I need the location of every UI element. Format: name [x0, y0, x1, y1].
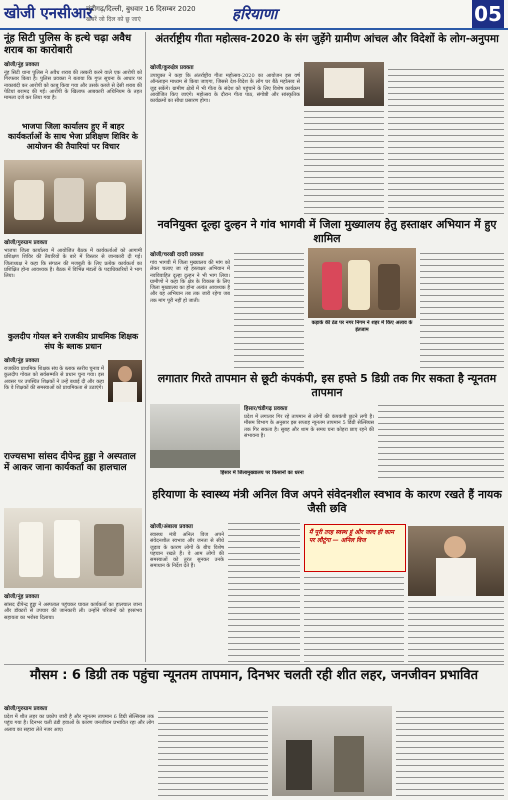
- kuldeep-portrait: [108, 360, 142, 402]
- tapman-text-block: [378, 404, 504, 478]
- gita-byline: खोजी/कुरुक्षेत्र प्रवक्ता: [150, 65, 194, 71]
- masthead: [0, 0, 508, 30]
- mausam-text-block: [158, 706, 268, 796]
- kuldeep-article: [4, 356, 104, 446]
- mausam-byline: खोजी/गुरुग्राम प्रवक्ता: [4, 706, 48, 712]
- deepender-body: सांसद दीपेन्द्र हुड्डा ने अस्पताल पहुंचकर घायल कार्यकर्ता का हालचाल जाना और डॉक्टरों से उपचार की जानकारी ली। उन्होंने परिजनों को हरसंभव सहायता का भरोसा दिलाया।: [4, 602, 142, 621]
- hospital-photo: [4, 508, 142, 588]
- mausam-text-block-2: [396, 706, 504, 796]
- kuldeep-headline: कुलदीप गोयल बने राजकीय प्राथमिक शिक्षक संघ के ब्लाक प्रधान: [7, 332, 139, 351]
- dulha-body: गांव भागवी में जिला मुख्यालय की मांग को लेकर चलाए जा रहे हस्ताक्षर अभियान में नवविवाहित दूल्हा दुल्हन ने भी भाग लिया। ग्रामीणों ने कहा कि क्षेत्र के विकास के लिए जिला मुख्यालय का होना अत्यंत आवश्यक है और यह अभियान तब तक जारी रहेगा जब तक मांग पूरी नहीं हो जाती।: [150, 260, 230, 304]
- section-title: हरियाणा: [232, 5, 278, 23]
- gita-text-block: [388, 64, 504, 214]
- vij-headline: हरियाणा के स्वास्थ्य मंत्री अनिल विज अपने संवेदनशील स्वभाव के कारण रखते हैं नायक जैसी छवि: [152, 488, 502, 515]
- issue-date: चंडीगढ़/दिल्ली, बुधवार 16 दिसम्बर 2020: [86, 5, 196, 13]
- dulha-byline: खोजी/चरखी दादरी प्रवक्ता: [150, 252, 204, 258]
- bjp-byline: खोजी/गुरुग्राम प्रवक्ता: [4, 240, 48, 246]
- bjp-headline: भाजपा जिला कार्यालय हुए में बाहर कार्यकर्ताओं के साथ भेजा प्रशिक्षण शिविर के आयोजन की तैयारियां पर विचार: [8, 122, 138, 151]
- mausam-headline: मौसम : 6 डिग्री तक पहुंचा न्यूनतम तापमान, दिनभर चलती रही शीत लहर, जनजीवन प्रभावित: [29, 668, 479, 683]
- nuh-article: [4, 60, 142, 120]
- gita-event-photo: [304, 62, 384, 106]
- dulha-caption: कड़ाके की ठंड पर नगर निगम ने शहर में किए अलाव के इंतजाम: [311, 320, 413, 333]
- tapman-byline: हिसार/चंडीगढ़ प्रवक्ता: [244, 406, 288, 412]
- vij-photo: [408, 526, 504, 596]
- column-rule: [145, 32, 146, 662]
- page-number: 05: [472, 0, 504, 28]
- dulha-text-block-2: [420, 252, 504, 368]
- vij-byline: खोजी/अंबाला प्रवक्ता: [150, 524, 193, 530]
- tapman-headline: लगातार गिरते तापमान से छूटी कंपकंपी, इस हफ्ते 5 डिग्री तक गिर सकता है न्यूनतम तापमान: [157, 372, 497, 399]
- gita-headline: अंतर्राष्ट्रीय गीता महोत्सव-2020 के संग जुड़ेंगे ग्रामीण आंचल और विदेशों के लोग-अनुपमा: [155, 33, 499, 45]
- kuldeep-body: राजकीय प्राथमिक शिक्षक संघ के ब्लाक स्तरीय चुनाव में कुलदीप गोयल को सर्वसम्मति से प्रधान चुना गया। इस अवसर पर उपस्थित शिक्षकों ने उन्हें बधाई दी और कहा कि वे शिक्षकों की समस्याओं को प्राथमिकता से उठाएंगे।: [4, 366, 104, 391]
- deepender-headline: राज्यसभा सांसद दीपेन्द्र हुड्डा ने अस्पताल में आकर जाना कार्यकर्ता का हालचाल: [4, 452, 136, 473]
- vij-quote: मैं पूरी तरह स्वस्थ हूं और जल्द ही काम पर लौटूंगा — अनिल विज: [309, 529, 394, 544]
- gita-body: उपायुक्त ने कहा कि अंतर्राष्ट्रीय गीता महोत्सव-2020 का आयोजन इस वर्ष ऑनलाइन माध्यम से किया जाएगा, जिससे देश-विदेश के लोग घर बैठे महोत्सव से जुड़ सकेंगे। ग्रामीण क्षेत्रों में भी गीता के संदेश को पहुंचाने के लिए विशेष कार्यक्रम आयोजित किए जाएंगे। महोत्सव के दौरान गीता पाठ, संगोष्ठी और सांस्कृतिक कार्यक्रमों का सीधा प्रसारण होगा।: [150, 73, 300, 105]
- dulha-headline: नवनियुक्त दूल्हा दुल्हन ने गांव भागवी में जिला मुख्यालय हेतु हस्ताक्षर अभियान में हुए शामिल: [157, 218, 497, 245]
- dulha-article: [150, 250, 230, 368]
- tapman-article: [244, 404, 374, 464]
- vij-body: स्वास्थ्य मंत्री अनिल विज अपने संवेदनशील स्वभाव और जनता से सीधे जुड़ाव के कारण लोगों के बीच विशेष पहचान रखते हैं। वे आम लोगों की समस्याओं को तुरंत सुनकर उनके समाधान के निर्देश देते हैं।: [150, 532, 224, 570]
- bjp-body: भाजपा जिला कार्यालय में आयोजित बैठक में कार्यकर्ताओं को आगामी प्रशिक्षण शिविर की तैयारियों के बारे में विस्तार से जानकारी दी गई। जिलाध्यक्ष ने कहा कि संगठन की मजबूती के लिए प्रत्येक कार्यकर्ता का प्रशिक्षित होना आवश्यक है। बैठक में विभिन्न मंडलों के पदाधिकारियों ने भाग लिया।: [4, 248, 142, 280]
- kuldeep-byline: खोजी/नूंह प्रवक्ता: [4, 358, 40, 364]
- tagline: खबरें जो दिल को छू जाएं: [86, 16, 141, 23]
- bottom-rule: [4, 664, 504, 665]
- fog-photo: [150, 404, 240, 468]
- gita-text-block-2: [304, 110, 384, 214]
- bjp-article: [4, 238, 142, 330]
- mausam-article: [4, 704, 154, 796]
- dulha-photo: [308, 248, 416, 318]
- nuh-headline: नूंह सिटी पुलिस के हत्थे चढ़ा अवैध शराब का कारोबारी: [4, 33, 132, 56]
- vij-text-block-3: [408, 600, 504, 662]
- dulha-text-block: [234, 252, 304, 368]
- vij-text-block-2: [304, 576, 404, 662]
- nuh-byline: खोजी/नूंह प्रवक्ता: [4, 62, 40, 68]
- tapman-body: प्रदेश में लगातार गिर रहे तापमान से लोगों की कंपकंपी छूटने लगी है। मौसम विभाग के अनुसार इस सप्ताह न्यूनतम तापमान 5 डिग्री सेल्सियस तक गिर सकता है। सुबह और शाम के समय घना कोहरा छाए रहने की संभावना है।: [244, 414, 374, 439]
- tapman-caption: हिसार में जिलामुख्यालय पर किसानों का धरना: [220, 470, 304, 476]
- vij-article: [150, 522, 224, 662]
- mausam-body: प्रदेश में शीत लहर का प्रकोप जारी है और न्यूनतम तापमान 6 डिग्री सेल्सियस तक पहुंच गया है। दिनभर चली ठंडी हवाओं के कारण जनजीवन प्रभावित रहा और लोग अलाव का सहारा लेते नजर आए।: [4, 714, 154, 733]
- nuh-body: नूंह सिटी थाना पुलिस ने अवैध शराब की तस्करी करने वाले एक आरोपी को गिरफ्तार किया है। पुलिस प्रवक्ता ने बताया कि गुप्त सूचना के आधार पर नाकाबंदी कर आरोपी को काबू किया गया और उसके कब्जे से देसी शराब की पेटियां बरामद की गईं। आरोपी के खिलाफ आबकारी अधिनियम के तहत मामला दर्ज कर लिया गया है।: [4, 70, 142, 102]
- vij-text-block: [228, 522, 300, 662]
- mausam-photo: [272, 706, 392, 796]
- vij-quote-box: [304, 524, 406, 572]
- newspaper-logo: खोजी एनसीआर: [4, 4, 93, 22]
- bjp-meeting-photo: [4, 160, 142, 234]
- gita-article: [150, 63, 300, 213]
- deepender-article: [4, 592, 142, 664]
- deepender-byline: खोजी/नूंह प्रवक्ता: [4, 594, 40, 600]
